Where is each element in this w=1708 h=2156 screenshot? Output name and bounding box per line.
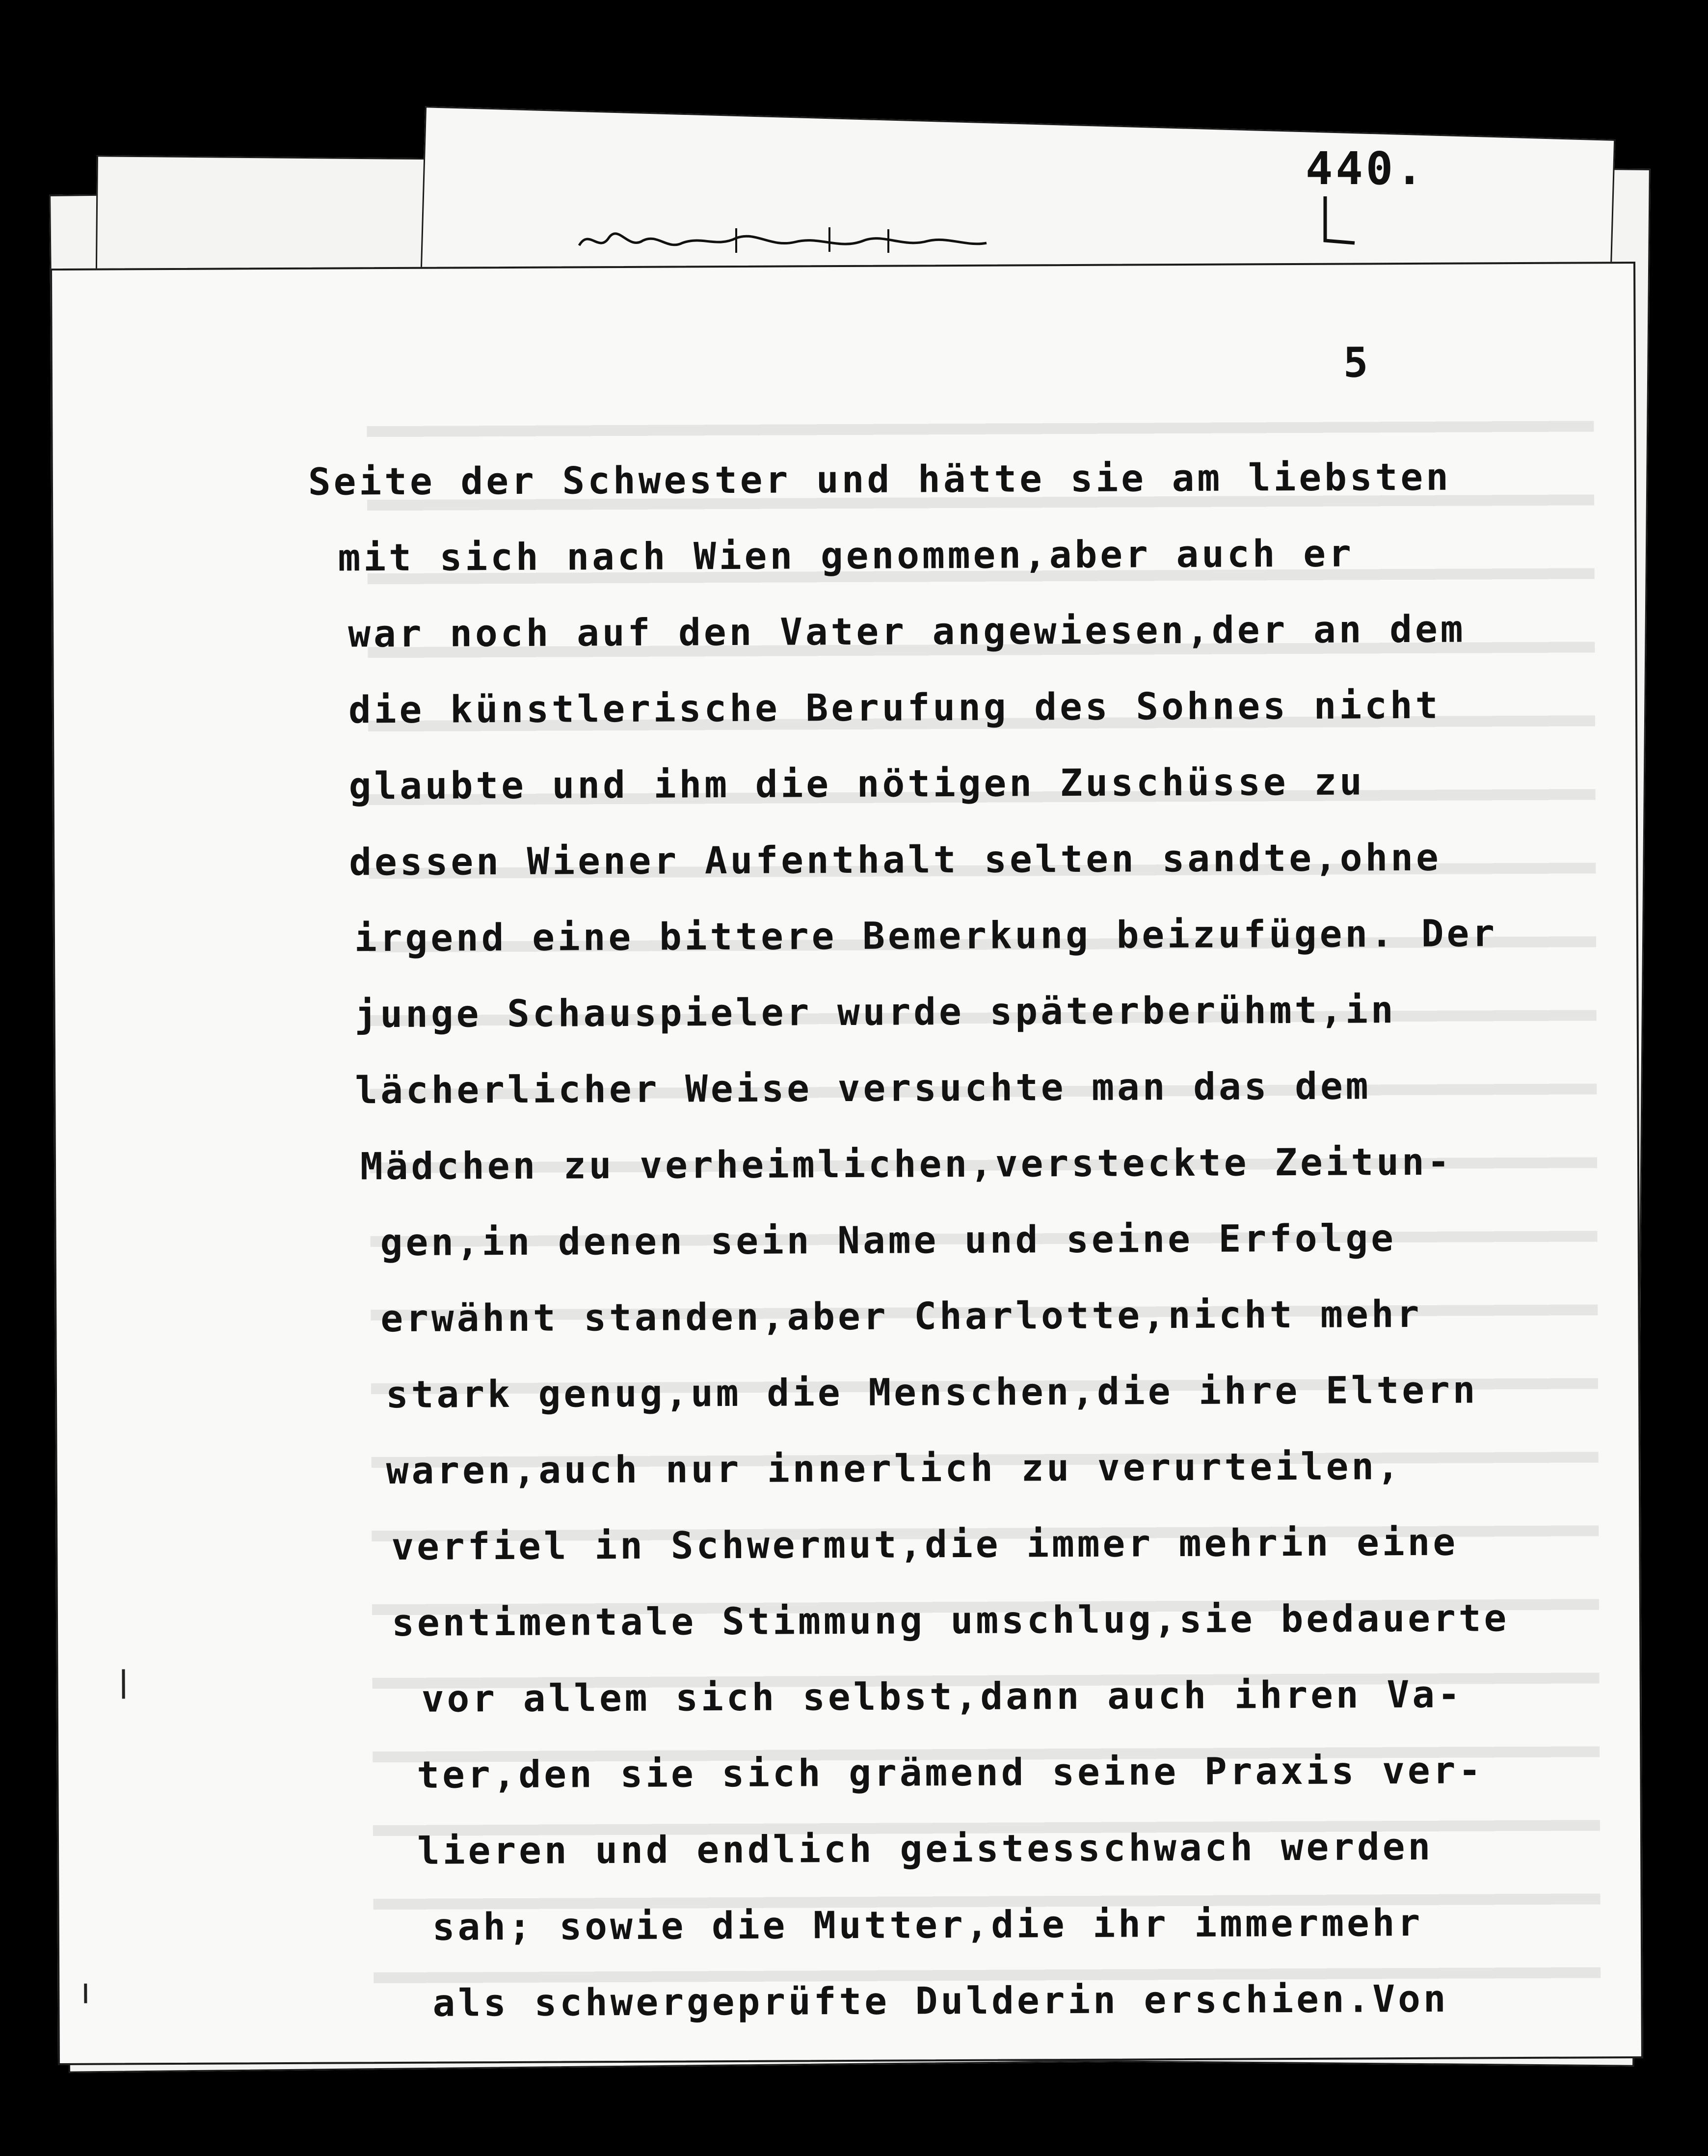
text-line: lieren und endlich geistesschwach werden bbox=[417, 1824, 1434, 1873]
bracket-mark bbox=[1315, 194, 1360, 248]
handwritten-note bbox=[574, 223, 991, 258]
text-line: Seite der Schwester und hätte sie am liebsten bbox=[308, 455, 1452, 504]
text-line: die künstlerische Berufung des Sohnes nicht bbox=[348, 683, 1441, 732]
text-line: erwähnt standen,aber Charlotte,nicht mehr bbox=[380, 1292, 1422, 1341]
text-line: sah; sowie die Mutter,die ihr immermehr bbox=[432, 1900, 1423, 1949]
text-line: als schwergeprüfte Dulderin erschien.Von bbox=[432, 1976, 1449, 2025]
text-line: lächerlicher Weise versuchte man das dem bbox=[355, 1064, 1371, 1112]
text-line: dessen Wiener Aufenthalt selten sandte,ohne bbox=[349, 835, 1441, 884]
text-line: gen,in denen sein Name und seine Erfolge bbox=[380, 1216, 1397, 1265]
text-line: ter,den sie sich grämend seine Praxis ver- bbox=[417, 1748, 1484, 1797]
body-text bbox=[52, 264, 1641, 2063]
text-line: vor allem sich selbst,dann auch ihren Va- bbox=[421, 1672, 1463, 1721]
text-line: junge Schauspieler wurde späterberühmt,in bbox=[354, 988, 1396, 1036]
text-line: glaubte und ihm die nötigen Zuschüsse zu bbox=[348, 759, 1365, 808]
text-line: waren,auch nur innerlich zu verurteilen, bbox=[386, 1444, 1403, 1493]
text-line: verfiel in Schwermut,die immer mehrin eine bbox=[391, 1520, 1459, 1569]
text-line: war noch auf den Vater angewiesen,der an dem bbox=[348, 607, 1466, 656]
text-line: mit sich nach Wien genommen,aber auch er bbox=[338, 531, 1355, 580]
text-line: irgend eine bittere Bemerkung beizufügen. Der bbox=[354, 911, 1498, 960]
typed-page bbox=[50, 262, 1643, 2065]
text-line: sentimentale Stimmung umschlug,sie bedauerte bbox=[391, 1596, 1510, 1645]
text-line: Mädchen zu verheimlichen,versteckte Zeitun- bbox=[360, 1139, 1453, 1188]
text-line: stark genug,um die Menschen,die ihre Eltern bbox=[385, 1368, 1478, 1417]
page-number: 5 bbox=[1343, 338, 1368, 387]
sheet-number: 440. bbox=[1306, 142, 1426, 195]
